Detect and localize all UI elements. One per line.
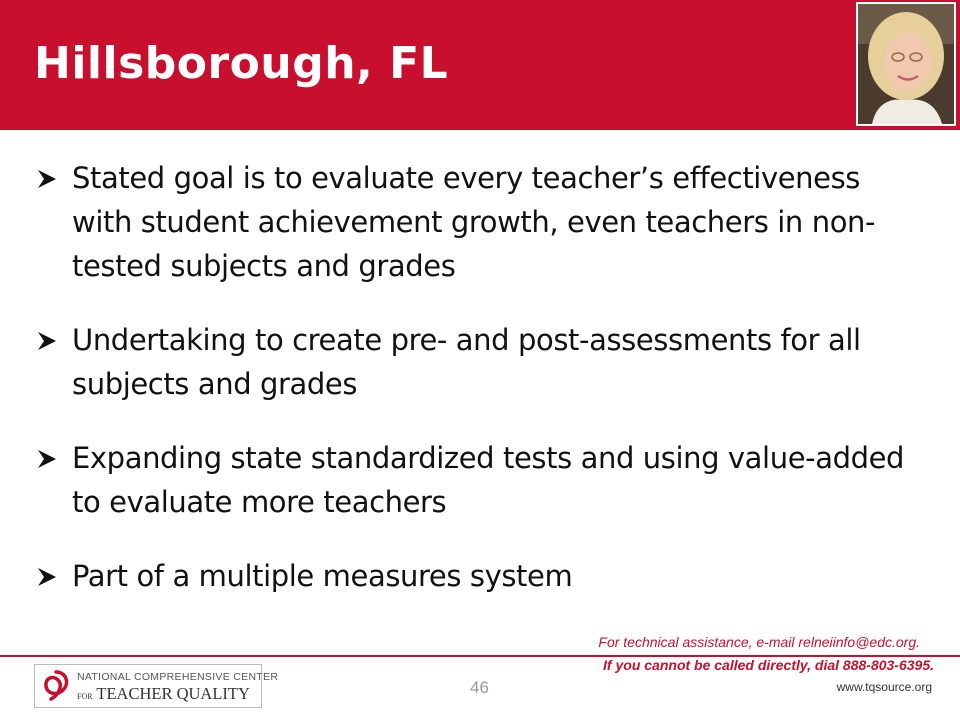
bullet-item [38, 318, 918, 406]
logo-teacher-quality: TEACHER QUALITY [96, 684, 250, 703]
bullet-text: Expanding state standardized tests and using value-added to evaluate more teachers [72, 441, 905, 519]
tq-center-logo [34, 664, 279, 708]
logo-line-1: NATIONAL COMPREHENSIVE CENTER [77, 671, 279, 683]
logo-for: FOR [77, 692, 93, 701]
logo-line-2 [77, 684, 250, 704]
portrait-photo [856, 2, 956, 126]
knot-logo-icon [39, 669, 73, 703]
website-url: www.tqsource.org [836, 680, 932, 694]
bullet-item [38, 156, 918, 288]
arrow-bullet-icon [38, 450, 56, 468]
arrow-bullet-icon [38, 568, 56, 586]
bullet-item [38, 554, 918, 598]
dial-in-text: If you cannot be called directly, dial 888-803-6395. [603, 657, 934, 673]
bullet-item [38, 436, 918, 524]
arrow-bullet-icon [38, 170, 56, 188]
bullet-text: Part of a multiple measures system [72, 559, 573, 593]
page-number: 46 [470, 678, 489, 697]
bullet-list [38, 156, 918, 628]
bullet-text: Undertaking to create pre- and post-assessments for all subjects and grades [72, 323, 861, 401]
title-banner [0, 0, 960, 130]
arrow-bullet-icon [38, 332, 56, 350]
technical-assistance-text: For technical assistance, e-mail relneiinfo@edc.org. [598, 634, 920, 650]
bullet-text: Stated goal is to evaluate every teacher’s effectiveness with student achievement growth, even teachers in non-tested subjects and grades [72, 161, 876, 283]
slide-title: Hillsborough, FL [34, 38, 449, 89]
